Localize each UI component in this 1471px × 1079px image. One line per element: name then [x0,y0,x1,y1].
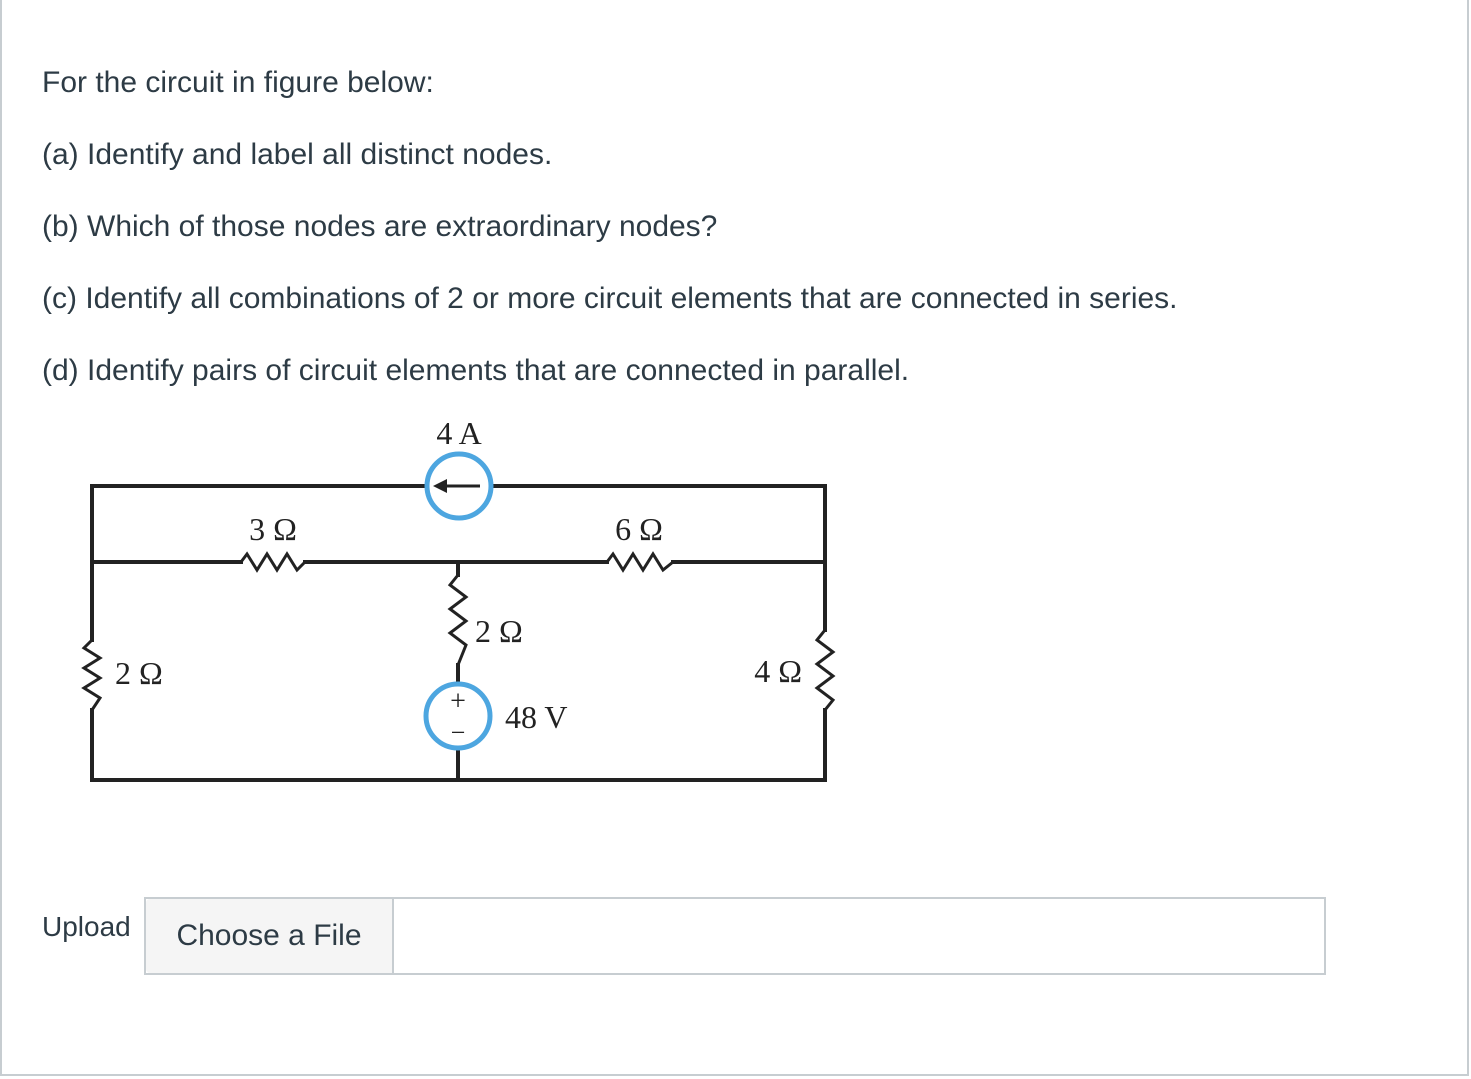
current-source-icon [427,454,491,518]
resistor-left-2-ohm-icon [84,640,100,710]
question-part-b: (b) Which of those nodes are extraordinary nodes? [42,210,718,243]
resistor-3-ohm-label: 3 Ω [249,511,297,547]
voltage-source-icon [426,684,490,748]
resistor-6-ohm-icon [607,554,673,570]
upload-label: Upload [42,911,131,942]
question-part-d: (d) Identify pairs of circuit elements that are connected in parallel. [42,354,910,387]
resistor-left-2-ohm-label: 2 Ω [115,655,163,691]
voltage-source-plus: + [450,686,466,717]
question-intro: For the circuit in figure below: [42,66,434,99]
question-part-a: (a) Identify and label all distinct nodes. [42,138,553,171]
resistor-middle-2-ohm-label: 2 Ω [475,613,523,649]
circuit-diagram [75,410,855,800]
question-part-c: (c) Identify all combinations of 2 or more circuit elements that are connected in series. [42,282,1178,315]
resistor-6-ohm-label: 6 Ω [615,511,663,547]
resistor-right-4-ohm-icon [817,630,833,710]
voltage-source-minus: − [450,718,466,747]
choose-file-button[interactable]: Choose a File [146,899,394,973]
resistor-3-ohm-icon [241,554,305,570]
file-upload-field[interactable] [144,897,1326,975]
voltage-source-label: 48 V [505,699,568,735]
resistor-right-4-ohm-label: 4 Ω [754,653,802,689]
resistor-middle-2-ohm-icon [450,575,466,665]
current-source-label: 4 A [436,415,482,451]
